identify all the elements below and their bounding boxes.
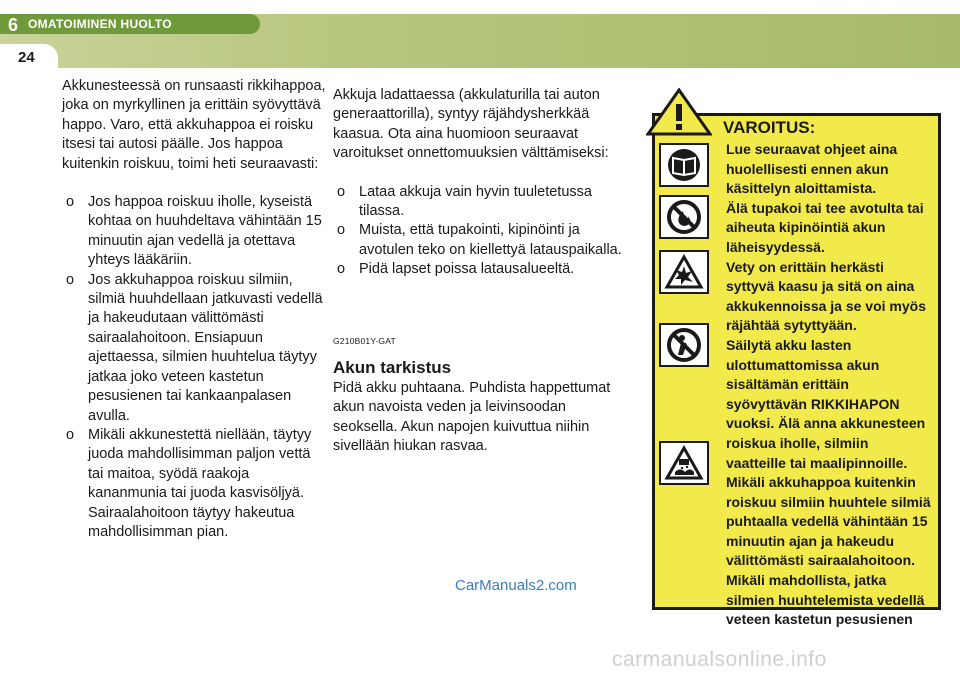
left-column bbox=[62, 77, 326, 542]
middle-bullet-list bbox=[333, 183, 629, 280]
acid-splash-icon bbox=[659, 441, 709, 485]
watermark-link[interactable]: CarManuals2.com bbox=[455, 577, 577, 594]
left-bullet-list bbox=[62, 193, 326, 542]
bullet-text: Jos happoa roiskuu iholle, kyseistä kohtaa on huuhdeltava vähintään 15 minuutin ajan vedellä ja otettava yhteys lääkäriin. bbox=[88, 194, 322, 269]
list-item bbox=[62, 193, 326, 271]
warning-paragraph: Lue seuraavat ohjeet aina huolellisesti ennen akun käsittelyn aloittamista. bbox=[726, 141, 898, 197]
warning-paragraph: Älä tupakoi tai tee avotulta tai aiheuta kipinöintiä akun läheisyydessä. bbox=[726, 199, 924, 255]
bullet-text: Jos akkuhappoa roiskuu silmiin, silmiä huuhdellaan jatkuvasti vedellä ja hakeudutaan välittömästi sairaalahoitoon. Ensiapuun ajettaessa, silmien huuhtelua täytyy jatkaa joko veteen kastetun pesusienen tai kankaanpalasen avulla. bbox=[88, 271, 323, 424]
list-item bbox=[333, 183, 629, 222]
warning-text bbox=[726, 140, 932, 630]
read-manual-icon bbox=[659, 143, 709, 187]
page-number: 24 bbox=[18, 49, 35, 66]
bullet-mark: o bbox=[66, 271, 75, 288]
list-item bbox=[333, 221, 629, 260]
bullet-mark: o bbox=[66, 426, 75, 443]
warning-triangle-icon bbox=[646, 88, 712, 136]
explosion-hazard-icon bbox=[659, 250, 709, 294]
section-code: G210B01Y-GAT bbox=[333, 335, 396, 346]
list-item bbox=[333, 260, 629, 279]
left-intro: Akkunesteessä on runsaasti rikkihappoa, joka on myrkyllinen ja erittäin syövyttävä happo. Varo, että akkuhappoa ei roisku itsesi tai autosi päälle. Jos happoa kuitenkin roiskuu, toimi heti seuraavasti: bbox=[62, 78, 326, 172]
section-body: Pidä akku puhtaana. Puhdista happettumat akun navoista veden ja leivinsoodan seoksella. Akun napojen kuivuttua niihin sivellään hiukan rasvaa. bbox=[333, 380, 611, 455]
bullet-text: Lataa akkuja vain hyvin tuuletetussa tilassa. bbox=[359, 183, 592, 220]
bullet-text: Mikäli akkunestettä niellään, täytyy juoda mahdollisimman paljon vettä tai maitoa, syödä raakoja kananmunia tai juoda kasvisöljyä. Sairaalahoitoon täytyy hakeutua mahdollisimman pian. bbox=[88, 426, 312, 540]
list-item bbox=[62, 426, 326, 542]
chapter-number: 6 bbox=[8, 15, 19, 35]
middle-intro: Akkuja ladattaessa (akkulaturilla tai auton generaattorilla), syntyy räjähdysherkkää kaasua. Ota aina huomioon seuraavat varoitukset onnettomuuksien välttämiseksi: bbox=[333, 87, 609, 162]
footer-watermark: carmanualsonline.info bbox=[612, 648, 827, 671]
warning-paragraph: Vety on erittäin herkästi syttyvä kaasu ja sitä on aina akkukennoissa ja se voi myös räjähtää sytyttyään. bbox=[726, 258, 926, 334]
no-smoking-flame-icon bbox=[659, 195, 709, 239]
bullet-mark: o bbox=[66, 194, 75, 211]
warning-title: VAROITUS: bbox=[723, 118, 816, 137]
bullet-text: Muista, että tupakointi, kipinöinti ja avotulen teko on kiellettyä latauspaikalla. bbox=[359, 222, 622, 258]
bullet-text: Pidä lapset poissa latausalueeltä. bbox=[359, 261, 575, 278]
middle-column bbox=[333, 86, 629, 457]
bullet-mark: o bbox=[337, 261, 346, 278]
list-item bbox=[62, 271, 326, 426]
section-title: Akun tarkistus bbox=[333, 358, 452, 378]
warning-paragraph: Mikäli akkuhappoa kuitenkin roiskuu silmiin huuhtele silmiä puhtaalla vedellä vähintään 15 minuutin ajan ja hakeudu välittömästi sairaalahoitoon. Mikäli mahdollista, jatka silmien huuhtelemista vedellä veteen kastetun pesusienen bbox=[726, 474, 931, 628]
bullet-mark: o bbox=[337, 222, 346, 239]
warning-paragraph: Säilytä akku lasten ulottumattomissa akun sisältämän erittäin syövyttävän RIKKIHAPON vuoksi. Älä anna akkunesteen roiskua iholle, silmiin vaatteille tai maalipinnoille. bbox=[726, 336, 926, 471]
chapter-title: OMATOIMINEN HUOLTO bbox=[28, 17, 172, 31]
keep-away-from-children-icon bbox=[659, 323, 709, 367]
bullet-mark: o bbox=[337, 183, 346, 200]
